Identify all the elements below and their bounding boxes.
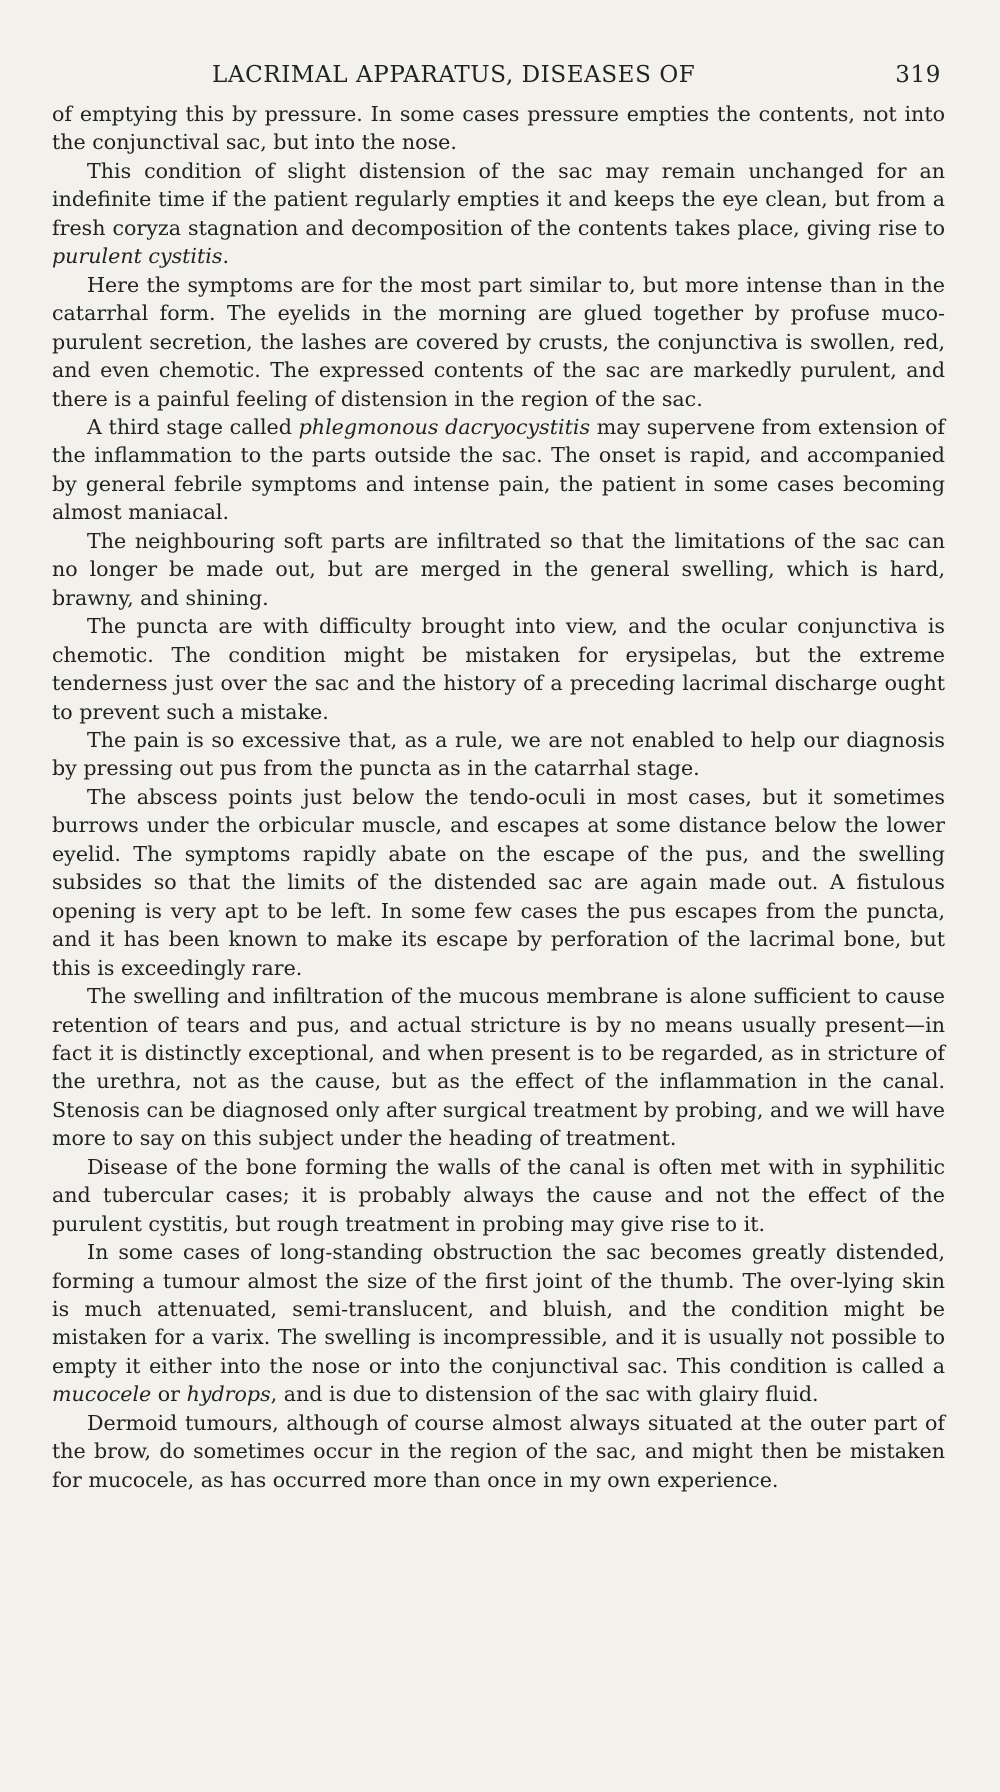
paragraph: of emptying this by pressure. In some cases pressure empties the contents, not into the conjunctival sac, but into the nose.	[52, 102, 945, 155]
paragraph: The neighbouring soft parts are infiltrated so that the limitations of the sac can no longer be made out, but are merged in the general swelling, which is hard, brawny, and shining.	[52, 528, 945, 610]
paragraph: Disease of the bone forming the walls of the canal is often met with in syphilitic and tubercular cases; it is probably always the cause and not the effect of the purulent cystitis, but rough treatment in probing may give rise to it.	[52, 1154, 945, 1236]
italic-term: mucocele	[52, 1382, 152, 1407]
running-header	[52, 62, 945, 88]
italic-term: hydrops	[186, 1382, 271, 1407]
paragraph: In some cases of long-standing obstruction the sac becomes greatly distended, forming a tumour almost the size of the first joint of the thumb. The over-lying skin is much attenuated, semi-translucent, and bluish, and the condition might be mistaken for a varix. The swelling is incompressible, and it is usually not possible to empty it either into the nose or into the conjunctival sac. This condition is called a mucocele or hydrops, and is due to distension of the sac with glairy fluid.	[52, 1240, 945, 1407]
book-page	[52, 62, 945, 1494]
paragraph: The swelling and infiltration of the mucous membrane is alone sufficient to cause retention of tears and pus, and actual stricture is by no means usually present—in fact it is distinctly exceptional, and when present is to be regarded, as in stricture of the urethra, not as the cause, but as the effect of the inflammation in the canal. Stenosis can be diagnosed only after surgical treatment by probing, and we will have more to say on this subject under the heading of treatment.	[52, 984, 945, 1151]
running-title: LACRIMAL APPARATUS, DISEASES OF	[212, 62, 696, 88]
paragraph: The pain is so excessive that, as a rule, we are not enabled to help our diagnosis by pressing out pus from the puncta as in the catarrhal stage.	[52, 727, 945, 781]
italic-term: phlegmonous dacryocystitis	[298, 414, 591, 439]
page-number: 319	[895, 62, 941, 88]
paragraph: The abscess points just below the tendo-oculi in most cases, but it sometimes burrows under the orbicular muscle, and escapes at some distance below the lower eyelid. The symptoms rapidly abate on the escape of the pus, and the swelling subsides so that the limits of the distended sac are again made out. A fistulous opening is very apt to be left. In some few cases the pus escapes from the puncta, and it has been known to make its escape by perforation of the lacrimal bone, but this is exceedingly rare.	[52, 784, 945, 980]
italic-term: purulent cystitis	[52, 244, 223, 269]
paragraph: The puncta are with difficulty brought into view, and the ocular conjunctiva is chemotic. The condition might be mistaken for erysipelas, but the extreme tenderness just over the sac and the history of a preceding lacrimal discharge ought to prevent such a mistake.	[52, 614, 945, 724]
paragraph: Here the symptoms are for the most part similar to, but more intense than in the catarrhal form. The eyelids in the morning are glued together by profuse muco-purulent secretion, the lashes are covered by crusts, the conjunctiva is swollen, red, and even chemotic. The expressed contents of the sac are markedly purulent, and there is a painful feeling of distension in the region of the sac.	[52, 272, 945, 411]
paragraph: This condition of slight distension of the sac may remain unchanged for an indefinite time if the patient regularly empties it and keeps the eye clean, but from a fresh coryza stagnation and decomposition of the contents takes place, giving rise to purulent cystitis.	[52, 158, 945, 269]
paragraph: A third stage called phlegmonous dacryocystitis may supervene from extension of the inflammation to the parts outside the sac. The onset is rapid, and accompanied by general febrile symptoms and intense pain, the patient in some cases becoming almost maniacal.	[52, 414, 945, 525]
paragraph: Dermoid tumours, although of course almost always situated at the outer part of the brow, do sometimes occur in the region of the sac, and might then be mistaken for mucocele, as has occurred more than once in my own experience.	[52, 1410, 945, 1492]
page-body	[52, 100, 945, 1494]
